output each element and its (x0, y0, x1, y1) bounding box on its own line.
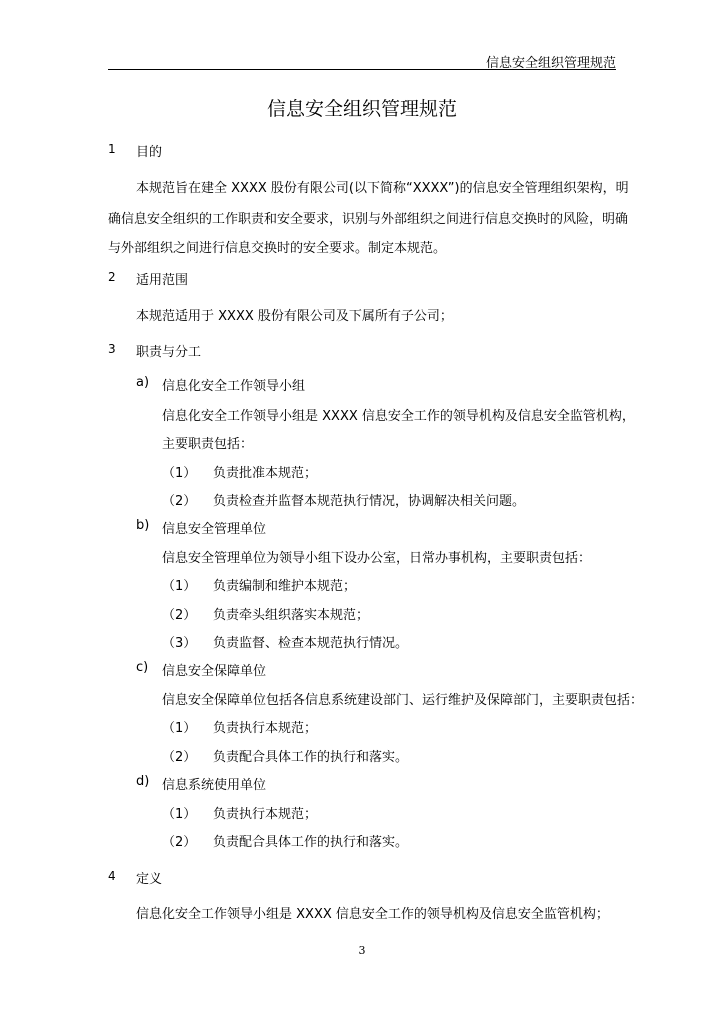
subsection-a-label: a) (136, 375, 150, 390)
section-4-para: 信息化安全工作领导小组是 XXXX 信息安全工作的领导机构及信息安全监管机构； (136, 907, 609, 922)
subsection-a-item-1-text: 负责批准本规范； (213, 466, 318, 481)
subsection-d-item-1-text: 负责执行本规范； (213, 807, 318, 822)
subsection-d-label: d) (136, 774, 150, 789)
section-4-number: 4 (108, 869, 116, 883)
subsection-a-desc-line-2: 主要职责包括： (162, 437, 254, 452)
subsection-a-item-1-number: （1） (162, 466, 197, 481)
subsection-b-desc-line-1: 信息安全管理单位为领导小组下设办公室，日常办事机构，主要职责包括： (162, 551, 592, 566)
subsection-a-title: 信息化安全工作领导小组 (162, 379, 306, 394)
subsection-b-item-1-text: 负责编制和维护本规范； (213, 579, 357, 594)
section-1-para-line-3: 与外部组织之间进行信息交换时的安全要求。制定本规范。 (108, 241, 447, 256)
subsection-b-item-3-number: （3） (162, 636, 197, 651)
section-1-number: 1 (108, 142, 116, 156)
section-4-heading: 定义 (136, 872, 163, 887)
page-number: 3 (358, 944, 366, 957)
subsection-a-item-2-number: （2） (162, 494, 197, 509)
subsection-d-item-1-number: （1） (162, 807, 197, 822)
document-title: 信息安全组织管理规范 (266, 98, 457, 120)
subsection-c-item-1-text: 负责执行本规范； (213, 721, 318, 736)
subsection-b-title: 信息安全管理单位 (162, 522, 267, 537)
section-2-para: 本规范适用于 XXXX 股份有限公司及下属所有子公司； (136, 309, 453, 324)
section-3-number: 3 (108, 342, 116, 356)
section-2-heading: 适用范围 (136, 273, 189, 288)
section-1-para-line-1: 本规范旨在建全 XXXX 股份有限公司(以下简称“XXXX”)的信息安全管理组织架构，明 (136, 181, 629, 196)
subsection-c-label: c) (136, 660, 149, 675)
section-1-heading: 目的 (136, 145, 163, 160)
subsection-c-item-2-number: （2） (162, 750, 197, 765)
section-2-number: 2 (108, 270, 116, 284)
subsection-d-item-2-number: （2） (162, 835, 197, 850)
subsection-d-title: 信息系统使用单位 (162, 778, 267, 793)
subsection-a-desc-line-1: 信息化安全工作领导小组是 XXXX 信息安全工作的领导机构及信息安全监管机构， (162, 409, 635, 424)
subsection-c-item-2-text: 负责配合具体工作的执行和落实。 (213, 750, 409, 765)
header-rule (108, 69, 616, 70)
section-1-para-line-2: 确信息安全组织的工作职责和安全要求，识别与外部组织之间进行信息交换时的风险，明确 (108, 212, 629, 227)
subsection-a-item-2-text: 负责检查并监督本规范执行情况，协调解决相关问题。 (213, 494, 526, 509)
subsection-c-title: 信息安全保障单位 (162, 664, 267, 679)
subsection-b-item-3-text: 负责监督、检查本规范执行情况。 (213, 636, 409, 651)
subsection-c-item-1-number: （1） (162, 721, 197, 736)
section-3-heading: 职责与分工 (136, 345, 202, 360)
subsection-c-desc-line-1: 信息安全保障单位包括各信息系统建设部门、运行维护及保障部门，主要职责包括： (162, 693, 644, 708)
subsection-b-item-2-text: 负责牵头组织落实本规范； (213, 608, 370, 623)
subsection-d-item-2-text: 负责配合具体工作的执行和落实。 (213, 835, 409, 850)
running-header-title: 信息安全组织管理规范 (485, 56, 616, 71)
subsection-b-item-2-number: （2） (162, 608, 197, 623)
subsection-b-label: b) (136, 518, 150, 533)
subsection-b-item-1-number: （1） (162, 579, 197, 594)
